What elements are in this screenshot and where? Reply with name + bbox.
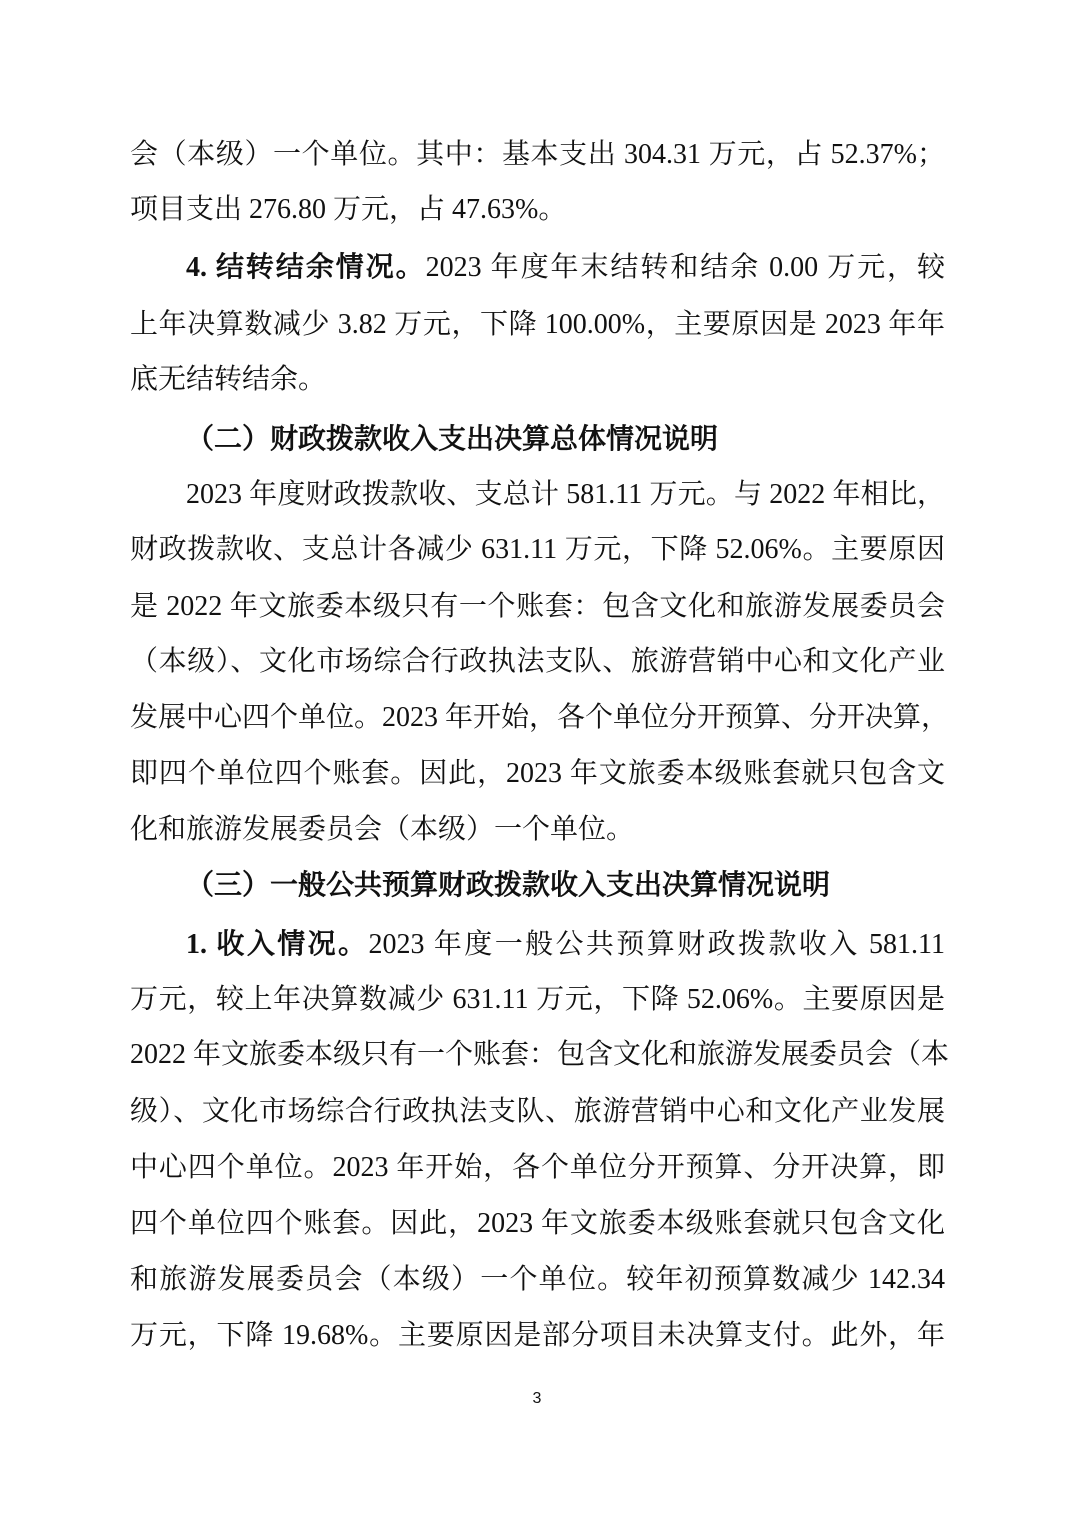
text-line: 发展中心四个单位。2023 年开始，各个单位分开预算、分开决算， (130, 702, 950, 733)
text-line (186, 252, 945, 284)
text-line: 上年决算数减少 3.82 万元，下降 100.00%，主要原因是 2023 年年 (130, 309, 945, 340)
section-label: 1. 收入情况。 (186, 929, 369, 960)
section-heading-2: （二）财政拨款收入支出决算总体情况说明 (186, 424, 719, 455)
text-line: 万元，下降 19.68%。主要原因是部分项目未决算支付。此外，年 (130, 1320, 945, 1351)
text-line: 化和旅游发展委员会（本级）一个单位。 (130, 814, 635, 845)
text-line: 是 2022 年文旅委本级只有一个账套：包含文化和旅游发展委员会 (130, 591, 945, 622)
text-line: 即四个单位四个账套。因此，2023 年文旅委本级账套就只包含文 (130, 758, 945, 789)
text-line: 底无结转结余。 (130, 364, 327, 395)
text-span: 2023 年度一般公共预算财政拨款收入 581.11 (368, 929, 945, 960)
section-heading-3: （三）一般公共预算财政拨款收入支出决算情况说明 (186, 870, 831, 901)
text-line: 财政拨款收、支总计各减少 631.11 万元，下降 52.06%。主要原因 (130, 534, 945, 565)
text-line: 万元，较上年决算数减少 631.11 万元，下降 52.06%。主要原因是 (130, 984, 945, 1015)
text-line: 中心四个单位。2023 年开始，各个单位分开预算、分开决算，即 (130, 1152, 945, 1183)
text-line: 2022 年文旅委本级只有一个账套：包含文化和旅游发展委员会（本 (130, 1039, 950, 1070)
text-line: 项目支出 276.80 万元，占 47.63%。 (130, 194, 567, 225)
text-line (186, 929, 945, 961)
text-span: 2023 年度年末结转和结余 0.00 万元，较 (425, 252, 945, 283)
page-number: 3 (532, 1390, 542, 1407)
text-line: 四个单位四个账套。因此，2023 年文旅委本级账套就只包含文化 (130, 1208, 945, 1239)
text-line: 和旅游发展委员会（本级）一个单位。较年初预算数减少 142.34 (130, 1264, 945, 1295)
text-line: （本级）、文化市场综合行政执法支队、旅游营销中心和文化产业 (130, 646, 945, 677)
text-line: 级）、文化市场综合行政执法支队、旅游营销中心和文化产业发展 (130, 1096, 945, 1127)
text-line: 会（本级）一个单位。其中：基本支出 304.31 万元，占 52.37%； (130, 139, 945, 170)
text-line: 2023 年度财政拨款收、支总计 581.11 万元。与 2022 年相比， (186, 479, 945, 510)
section-label: 4. 结转结余情况。 (186, 252, 426, 283)
